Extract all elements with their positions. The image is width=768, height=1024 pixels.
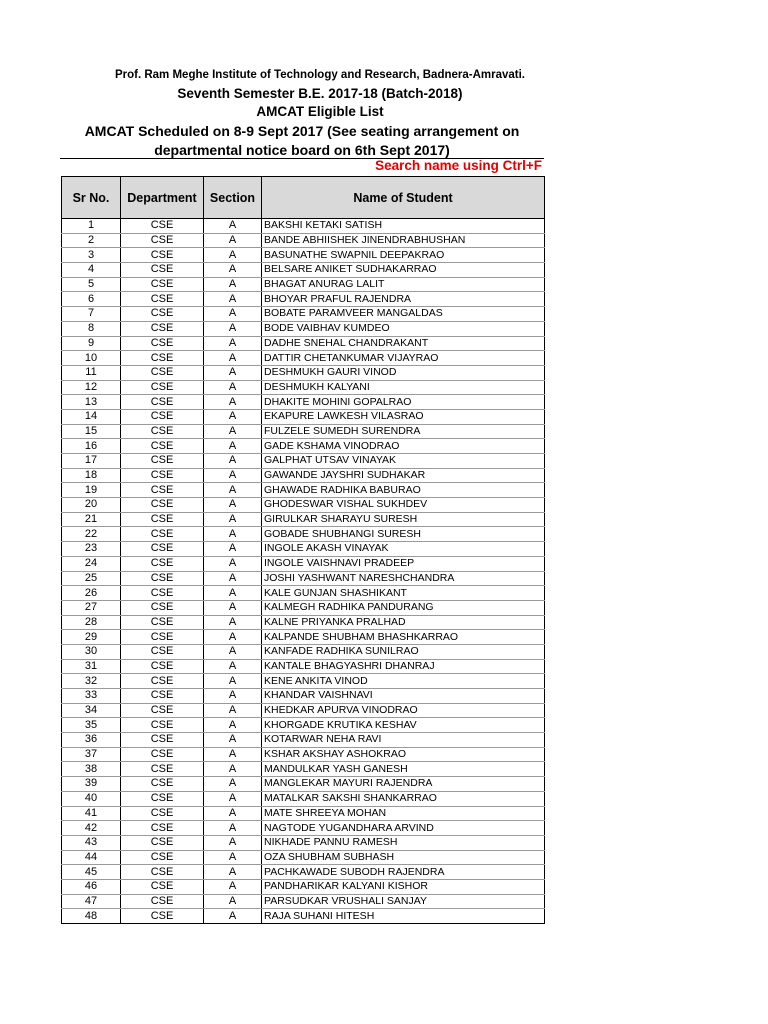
student-name-cell: KHANDAR VAISHNAVI [262,689,545,704]
student-table [61,176,545,924]
table-row [62,424,545,439]
table-row [62,600,545,615]
sr-no-cell: 16 [62,439,121,454]
section-cell: A [204,718,262,733]
section-cell: A [204,365,262,380]
sr-no-cell: 17 [62,454,121,469]
section-cell: A [204,395,262,410]
sr-no-cell: 43 [62,835,121,850]
sr-no-cell: 7 [62,307,121,322]
section-cell: A [204,689,262,704]
student-name-cell: KSHAR AKSHAY ASHOKRAO [262,747,545,762]
table-row [62,395,545,410]
department-cell: CSE [121,439,204,454]
sr-no-cell: 33 [62,689,121,704]
sr-no-cell: 10 [62,351,121,366]
student-name-cell: KANFADE RADHIKA SUNILRAO [262,644,545,659]
sr-no-cell: 23 [62,542,121,557]
section-cell: A [204,351,262,366]
table-row [62,586,545,601]
table-row [62,248,545,263]
student-name-cell: INGOLE VAISHNAVI PRADEEP [262,556,545,571]
table-row [62,380,545,395]
student-name-cell: MANDULKAR YASH GANESH [262,762,545,777]
student-name-cell: MATALKAR SAKSHI SHANKARRAO [262,791,545,806]
table-row [62,233,545,248]
table-row [62,468,545,483]
department-cell: CSE [121,233,204,248]
sr-no-cell: 37 [62,747,121,762]
header-student-name: Name of Student [262,177,545,219]
table-row [62,630,545,645]
table-row [62,219,545,234]
section-cell: A [204,454,262,469]
department-cell: CSE [121,630,204,645]
student-name-cell: JOSHI YASHWANT NARESHCHANDRA [262,571,545,586]
department-cell: CSE [121,454,204,469]
sr-no-cell: 6 [62,292,121,307]
section-cell: A [204,336,262,351]
student-name-cell: PARSUDKAR VRUSHALI SANJAY [262,894,545,909]
student-name-cell: KALMEGH RADHIKA PANDURANG [262,600,545,615]
table-row [62,527,545,542]
department-cell: CSE [121,219,204,234]
section-cell: A [204,321,262,336]
section-cell: A [204,821,262,836]
table-row [62,762,545,777]
sr-no-cell: 34 [62,703,121,718]
sr-no-cell: 48 [62,909,121,924]
table-row [62,351,545,366]
sr-no-cell: 3 [62,248,121,263]
department-cell: CSE [121,321,204,336]
department-cell: CSE [121,248,204,263]
section-cell: A [204,703,262,718]
department-cell: CSE [121,307,204,322]
student-name-cell: GADE KSHAMA VINODRAO [262,439,545,454]
table-body [62,219,545,924]
section-cell: A [204,615,262,630]
table-row [62,615,545,630]
department-cell: CSE [121,365,204,380]
department-cell: CSE [121,409,204,424]
table-row [62,821,545,836]
sr-no-cell: 36 [62,733,121,748]
student-name-cell: MANGLEKAR MAYURI RAJENDRA [262,777,545,792]
student-name-cell: KHORGADE KRUTIKA KESHAV [262,718,545,733]
student-name-cell: RAJA SUHANI HITESH [262,909,545,924]
student-name-cell: NAGTODE YUGANDHARA ARVIND [262,821,545,836]
sr-no-cell: 9 [62,336,121,351]
department-cell: CSE [121,791,204,806]
sr-no-cell: 8 [62,321,121,336]
department-cell: CSE [121,644,204,659]
table-row [62,483,545,498]
student-name-cell: DATTIR CHETANKUMAR VIJAYRAO [262,351,545,366]
table-row [62,703,545,718]
section-cell: A [204,879,262,894]
student-name-cell: MATE SHREEYA MOHAN [262,806,545,821]
student-name-cell: DESHMUKH KALYANI [262,380,545,395]
department-cell: CSE [121,380,204,395]
sr-no-cell: 44 [62,850,121,865]
section-cell: A [204,733,262,748]
table-row [62,689,545,704]
sr-no-cell: 12 [62,380,121,395]
student-name-cell: GOBADE SHUBHANGI SURESH [262,527,545,542]
institute-name: Prof. Ram Meghe Institute of Technology and Research, Badnera-Amravati. [114,69,526,81]
schedule-line-2: departmental notice board on 6th Sept 2017) [154,142,450,158]
section-cell: A [204,248,262,263]
table-row [62,292,545,307]
section-cell: A [204,791,262,806]
department-cell: CSE [121,468,204,483]
section-cell: A [204,674,262,689]
department-cell: CSE [121,879,204,894]
header-sr-no: Sr No. [62,177,121,219]
sr-no-cell: 25 [62,571,121,586]
table-row [62,777,545,792]
department-cell: CSE [121,571,204,586]
section-cell: A [204,307,262,322]
department-cell: CSE [121,747,204,762]
table-row [62,307,545,322]
section-cell: A [204,894,262,909]
department-cell: CSE [121,850,204,865]
section-cell: A [204,424,262,439]
section-cell: A [204,777,262,792]
sr-no-cell: 15 [62,424,121,439]
table-row [62,718,545,733]
table-row [62,277,545,292]
section-cell: A [204,644,262,659]
department-cell: CSE [121,703,204,718]
table-header-row [62,177,545,219]
header-department: Department [121,177,204,219]
table-row [62,571,545,586]
table-row [62,644,545,659]
student-name-cell: GALPHAT UTSAV VINAYAK [262,454,545,469]
sr-no-cell: 4 [62,263,121,278]
section-cell: A [204,630,262,645]
section-cell: A [204,468,262,483]
section-cell: A [204,835,262,850]
sr-no-cell: 46 [62,879,121,894]
department-cell: CSE [121,674,204,689]
department-cell: CSE [121,527,204,542]
table-row [62,454,545,469]
student-name-cell: BELSARE ANIKET SUDHAKARRAO [262,263,545,278]
table-row [62,498,545,513]
student-name-cell: GIRULKAR SHARAYU SURESH [262,512,545,527]
department-cell: CSE [121,586,204,601]
section-cell: A [204,498,262,513]
section-cell: A [204,659,262,674]
table-row [62,263,545,278]
student-name-cell: BHAGAT ANURAG LALIT [262,277,545,292]
section-cell: A [204,806,262,821]
student-name-cell: KALE GUNJAN SHASHIKANT [262,586,545,601]
search-hint: Search name using Ctrl+F [375,158,542,173]
section-cell: A [204,850,262,865]
table-row [62,850,545,865]
sr-no-cell: 20 [62,498,121,513]
department-cell: CSE [121,718,204,733]
sr-no-cell: 32 [62,674,121,689]
section-cell: A [204,512,262,527]
table-row [62,747,545,762]
section-cell: A [204,292,262,307]
sr-no-cell: 11 [62,365,121,380]
table-row [62,336,545,351]
student-name-cell: EKAPURE LAWKESH VILASRAO [262,409,545,424]
department-cell: CSE [121,806,204,821]
sr-no-cell: 5 [62,277,121,292]
section-cell: A [204,263,262,278]
section-cell: A [204,527,262,542]
department-cell: CSE [121,512,204,527]
sr-no-cell: 29 [62,630,121,645]
student-name-cell: FULZELE SUMEDH SURENDRA [262,424,545,439]
section-cell: A [204,233,262,248]
table-row [62,879,545,894]
header-section: Section [204,177,262,219]
sr-no-cell: 35 [62,718,121,733]
department-cell: CSE [121,835,204,850]
student-name-cell: DESHMUKH GAURI VINOD [262,365,545,380]
list-title: AMCAT Eligible List [256,104,384,119]
department-cell: CSE [121,277,204,292]
sr-no-cell: 19 [62,483,121,498]
department-cell: CSE [121,395,204,410]
table-row [62,835,545,850]
sr-no-cell: 21 [62,512,121,527]
sr-no-cell: 1 [62,219,121,234]
student-name-cell: KALNE PRIYANKA PRALHAD [262,615,545,630]
department-cell: CSE [121,777,204,792]
student-name-cell: KHEDKAR APURVA VINODRAO [262,703,545,718]
table-row [62,321,545,336]
sr-no-cell: 14 [62,409,121,424]
department-cell: CSE [121,498,204,513]
department-cell: CSE [121,556,204,571]
student-name-cell: DADHE SNEHAL CHANDRAKANT [262,336,545,351]
section-cell: A [204,542,262,557]
section-cell: A [204,571,262,586]
table-row [62,659,545,674]
sr-no-cell: 39 [62,777,121,792]
department-cell: CSE [121,894,204,909]
student-name-cell: KALPANDE SHUBHAM BHASHKARRAO [262,630,545,645]
table-row [62,409,545,424]
section-cell: A [204,277,262,292]
sr-no-cell: 27 [62,600,121,615]
table-row [62,733,545,748]
student-name-cell: KENE ANKITA VINOD [262,674,545,689]
section-cell: A [204,600,262,615]
sr-no-cell: 47 [62,894,121,909]
table-row [62,791,545,806]
department-cell: CSE [121,600,204,615]
section-cell: A [204,439,262,454]
student-name-cell: OZA SHUBHAM SUBHASH [262,850,545,865]
department-cell: CSE [121,424,204,439]
sr-no-cell: 41 [62,806,121,821]
student-name-cell: INGOLE AKASH VINAYAK [262,542,545,557]
department-cell: CSE [121,733,204,748]
table-row [62,865,545,880]
section-cell: A [204,483,262,498]
sr-no-cell: 40 [62,791,121,806]
department-cell: CSE [121,542,204,557]
student-name-cell: DHAKITE MOHINI GOPALRAO [262,395,545,410]
sr-no-cell: 22 [62,527,121,542]
section-cell: A [204,586,262,601]
table-row [62,439,545,454]
section-cell: A [204,409,262,424]
department-cell: CSE [121,762,204,777]
student-name-cell: BODE VAIBHAV KUMDEO [262,321,545,336]
table-row [62,542,545,557]
schedule-line-1: AMCAT Scheduled on 8-9 Sept 2017 (See seating arrangement on [84,123,520,139]
section-cell: A [204,865,262,880]
department-cell: CSE [121,909,204,924]
department-cell: CSE [121,351,204,366]
section-cell: A [204,219,262,234]
student-name-cell: KOTARWAR NEHA RAVI [262,733,545,748]
sr-no-cell: 24 [62,556,121,571]
table-row [62,556,545,571]
department-cell: CSE [121,865,204,880]
sr-no-cell: 45 [62,865,121,880]
department-cell: CSE [121,615,204,630]
table-row [62,512,545,527]
sr-no-cell: 30 [62,644,121,659]
department-cell: CSE [121,483,204,498]
table-row [62,909,545,924]
student-name-cell: BANDE ABHIISHEK JINENDRABHUSHAN [262,233,545,248]
sr-no-cell: 13 [62,395,121,410]
section-cell: A [204,747,262,762]
student-name-cell: GAWANDE JAYSHRI SUDHAKAR [262,468,545,483]
student-name-cell: NIKHADE PANNU RAMESH [262,835,545,850]
student-name-cell: KANTALE BHAGYASHRI DHANRAJ [262,659,545,674]
sr-no-cell: 26 [62,586,121,601]
student-name-cell: GHAWADE RADHIKA BABURAO [262,483,545,498]
sr-no-cell: 38 [62,762,121,777]
department-cell: CSE [121,263,204,278]
student-name-cell: BAKSHI KETAKI SATISH [262,219,545,234]
section-cell: A [204,762,262,777]
student-name-cell: GHODESWAR VISHAL SUKHDEV [262,498,545,513]
sr-no-cell: 18 [62,468,121,483]
department-cell: CSE [121,659,204,674]
section-cell: A [204,556,262,571]
student-name-cell: BOBATE PARAMVEER MANGALDAS [262,307,545,322]
sr-no-cell: 28 [62,615,121,630]
department-cell: CSE [121,689,204,704]
section-cell: A [204,380,262,395]
department-cell: CSE [121,336,204,351]
student-name-cell: BHOYAR PRAFUL RAJENDRA [262,292,545,307]
semester-title: Seventh Semester B.E. 2017-18 (Batch-2018) [177,86,463,101]
sr-no-cell: 31 [62,659,121,674]
sr-no-cell: 42 [62,821,121,836]
student-name-cell: BASUNATHE SWAPNIL DEEPAKRAO [262,248,545,263]
table-row [62,894,545,909]
table-row [62,674,545,689]
section-cell: A [204,909,262,924]
department-cell: CSE [121,821,204,836]
department-cell: CSE [121,292,204,307]
table-row [62,365,545,380]
sr-no-cell: 2 [62,233,121,248]
student-name-cell: PANDHARIKAR KALYANI KISHOR [262,879,545,894]
student-name-cell: PACHKAWADE SUBODH RAJENDRA [262,865,545,880]
table-row [62,806,545,821]
